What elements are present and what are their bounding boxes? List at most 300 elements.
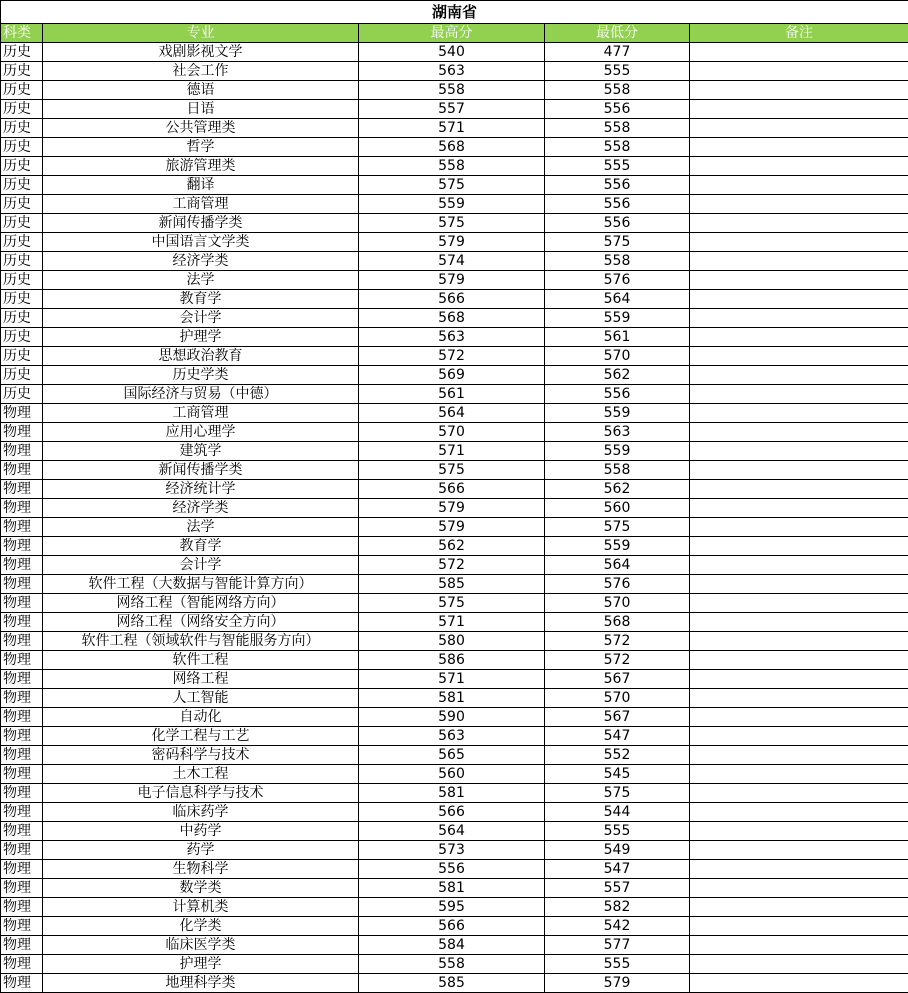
- table-row: [1, 575, 908, 594]
- cell-note: [690, 157, 908, 176]
- cell-max-score: 574: [359, 252, 545, 271]
- table-row: [1, 347, 908, 366]
- cell-min-score: 560: [545, 499, 690, 518]
- header-subject: 科类: [1, 24, 43, 43]
- cell-max-score: 571: [359, 613, 545, 632]
- cell-note: [690, 974, 908, 993]
- cell-min-score: 547: [545, 727, 690, 746]
- cell-major: 数学类: [43, 879, 359, 898]
- cell-subject: 物理: [1, 651, 43, 670]
- cell-note: [690, 404, 908, 423]
- cell-note: [690, 613, 908, 632]
- cell-max-score: 571: [359, 670, 545, 689]
- cell-subject: 历史: [1, 62, 43, 81]
- cell-min-score: 575: [545, 784, 690, 803]
- cell-major: 思想政治教育: [43, 347, 359, 366]
- cell-note: [690, 651, 908, 670]
- table-row: [1, 537, 908, 556]
- cell-major: 经济统计学: [43, 480, 359, 499]
- cell-max-score: 557: [359, 100, 545, 119]
- cell-major: 药学: [43, 841, 359, 860]
- table-row: [1, 442, 908, 461]
- cell-note: [690, 233, 908, 252]
- cell-note: [690, 176, 908, 195]
- table-row: [1, 670, 908, 689]
- cell-min-score: 579: [545, 974, 690, 993]
- cell-subject: 历史: [1, 195, 43, 214]
- cell-max-score: 566: [359, 290, 545, 309]
- cell-max-score: 571: [359, 442, 545, 461]
- cell-note: [690, 632, 908, 651]
- cell-major: 德语: [43, 81, 359, 100]
- cell-subject: 历史: [1, 271, 43, 290]
- cell-min-score: 542: [545, 917, 690, 936]
- cell-subject: 物理: [1, 556, 43, 575]
- cell-max-score: 556: [359, 860, 545, 879]
- cell-major: 应用心理学: [43, 423, 359, 442]
- cell-min-score: 545: [545, 765, 690, 784]
- cell-note: [690, 879, 908, 898]
- header-row: [1, 24, 908, 43]
- cell-major: 软件工程（领域软件与智能服务方向）: [43, 632, 359, 651]
- cell-note: [690, 252, 908, 271]
- cell-min-score: 564: [545, 290, 690, 309]
- cell-subject: 物理: [1, 480, 43, 499]
- cell-note: [690, 138, 908, 157]
- cell-min-score: 552: [545, 746, 690, 765]
- cell-subject: 物理: [1, 936, 43, 955]
- cell-major: 软件工程: [43, 651, 359, 670]
- cell-major: 自动化: [43, 708, 359, 727]
- cell-major: 法学: [43, 518, 359, 537]
- cell-min-score: 559: [545, 404, 690, 423]
- table-row: [1, 119, 908, 138]
- cell-min-score: 570: [545, 347, 690, 366]
- cell-subject: 历史: [1, 81, 43, 100]
- cell-min-score: 576: [545, 271, 690, 290]
- cell-note: [690, 841, 908, 860]
- cell-min-score: 562: [545, 366, 690, 385]
- table-row: [1, 632, 908, 651]
- cell-note: [690, 936, 908, 955]
- cell-min-score: 559: [545, 537, 690, 556]
- cell-min-score: 558: [545, 138, 690, 157]
- cell-max-score: 581: [359, 784, 545, 803]
- cell-max-score: 595: [359, 898, 545, 917]
- title-row: [1, 1, 908, 24]
- cell-note: [690, 803, 908, 822]
- cell-max-score: 575: [359, 461, 545, 480]
- cell-max-score: 572: [359, 556, 545, 575]
- cell-major: 化学工程与工艺: [43, 727, 359, 746]
- cell-note: [690, 670, 908, 689]
- cell-note: [690, 271, 908, 290]
- cell-max-score: 558: [359, 81, 545, 100]
- cell-major: 电子信息科学与技术: [43, 784, 359, 803]
- cell-note: [690, 309, 908, 328]
- table-row: [1, 822, 908, 841]
- cell-major: 化学类: [43, 917, 359, 936]
- header-min-score: 最低分: [545, 24, 690, 43]
- cell-note: [690, 746, 908, 765]
- cell-note: [690, 119, 908, 138]
- table-row: [1, 936, 908, 955]
- cell-max-score: 562: [359, 537, 545, 556]
- table-row: [1, 62, 908, 81]
- table-row: [1, 252, 908, 271]
- cell-max-score: 569: [359, 366, 545, 385]
- cell-major: 社会工作: [43, 62, 359, 81]
- table-row: [1, 195, 908, 214]
- table-row: [1, 214, 908, 233]
- cell-subject: 物理: [1, 423, 43, 442]
- cell-major: 计算机类: [43, 898, 359, 917]
- cell-min-score: 558: [545, 81, 690, 100]
- cell-note: [690, 765, 908, 784]
- table-row: [1, 480, 908, 499]
- cell-max-score: 561: [359, 385, 545, 404]
- cell-min-score: 555: [545, 62, 690, 81]
- cell-note: [690, 43, 908, 62]
- cell-note: [690, 62, 908, 81]
- cell-max-score: 581: [359, 879, 545, 898]
- table-row: [1, 461, 908, 480]
- cell-subject: 历史: [1, 43, 43, 62]
- cell-min-score: 567: [545, 708, 690, 727]
- cell-max-score: 564: [359, 822, 545, 841]
- cell-max-score: 580: [359, 632, 545, 651]
- cell-subject: 历史: [1, 252, 43, 271]
- cell-subject: 历史: [1, 157, 43, 176]
- cell-subject: 物理: [1, 442, 43, 461]
- cell-subject: 物理: [1, 803, 43, 822]
- header-note: 备注: [690, 24, 908, 43]
- cell-max-score: 586: [359, 651, 545, 670]
- cell-note: [690, 860, 908, 879]
- cell-max-score: 575: [359, 176, 545, 195]
- table-row: [1, 138, 908, 157]
- cell-subject: 物理: [1, 670, 43, 689]
- cell-subject: 物理: [1, 841, 43, 860]
- cell-subject: 历史: [1, 309, 43, 328]
- cell-subject: 历史: [1, 233, 43, 252]
- cell-min-score: 556: [545, 176, 690, 195]
- cell-max-score: 564: [359, 404, 545, 423]
- cell-max-score: 575: [359, 594, 545, 613]
- cell-subject: 物理: [1, 461, 43, 480]
- cell-min-score: 572: [545, 651, 690, 670]
- table-row: [1, 404, 908, 423]
- cell-note: [690, 442, 908, 461]
- cell-subject: 物理: [1, 613, 43, 632]
- table-row: [1, 271, 908, 290]
- cell-major: 建筑学: [43, 442, 359, 461]
- cell-max-score: 585: [359, 575, 545, 594]
- cell-min-score: 556: [545, 214, 690, 233]
- table-row: [1, 100, 908, 119]
- cell-subject: 物理: [1, 537, 43, 556]
- cell-note: [690, 214, 908, 233]
- table-row: [1, 746, 908, 765]
- cell-major: 历史学类: [43, 366, 359, 385]
- cell-max-score: 563: [359, 328, 545, 347]
- cell-subject: 物理: [1, 955, 43, 974]
- cell-major: 会计学: [43, 556, 359, 575]
- cell-major: 公共管理类: [43, 119, 359, 138]
- cell-min-score: 572: [545, 632, 690, 651]
- header-major: 专业: [43, 24, 359, 43]
- cell-major: 临床医学类: [43, 936, 359, 955]
- cell-max-score: 560: [359, 765, 545, 784]
- table-row: [1, 727, 908, 746]
- table-row: [1, 176, 908, 195]
- cell-note: [690, 480, 908, 499]
- cell-subject: 历史: [1, 385, 43, 404]
- cell-min-score: 558: [545, 252, 690, 271]
- table-row: [1, 594, 908, 613]
- cell-note: [690, 689, 908, 708]
- cell-min-score: 557: [545, 879, 690, 898]
- cell-subject: 物理: [1, 765, 43, 784]
- cell-min-score: 577: [545, 936, 690, 955]
- cell-subject: 物理: [1, 404, 43, 423]
- table-row: [1, 309, 908, 328]
- cell-min-score: 558: [545, 461, 690, 480]
- cell-note: [690, 917, 908, 936]
- cell-major: 新闻传播学类: [43, 214, 359, 233]
- cell-min-score: 567: [545, 670, 690, 689]
- cell-max-score: 568: [359, 309, 545, 328]
- cell-major: 临床药学: [43, 803, 359, 822]
- table-row: [1, 860, 908, 879]
- cell-min-score: 563: [545, 423, 690, 442]
- table-row: [1, 499, 908, 518]
- cell-major: 翻译: [43, 176, 359, 195]
- cell-subject: 物理: [1, 689, 43, 708]
- cell-note: [690, 594, 908, 613]
- cell-major: 会计学: [43, 309, 359, 328]
- cell-note: [690, 575, 908, 594]
- cell-max-score: 584: [359, 936, 545, 955]
- cell-min-score: 556: [545, 100, 690, 119]
- cell-subject: 物理: [1, 575, 43, 594]
- cell-min-score: 477: [545, 43, 690, 62]
- cell-min-score: 570: [545, 689, 690, 708]
- cell-subject: 历史: [1, 290, 43, 309]
- cell-min-score: 555: [545, 955, 690, 974]
- cell-subject: 物理: [1, 594, 43, 613]
- cell-subject: 物理: [1, 879, 43, 898]
- cell-note: [690, 499, 908, 518]
- table-row: [1, 708, 908, 727]
- cell-note: [690, 328, 908, 347]
- cell-min-score: 561: [545, 328, 690, 347]
- cell-major: 人工智能: [43, 689, 359, 708]
- cell-note: [690, 100, 908, 119]
- cell-max-score: 558: [359, 955, 545, 974]
- cell-note: [690, 423, 908, 442]
- cell-min-score: 570: [545, 594, 690, 613]
- cell-subject: 物理: [1, 898, 43, 917]
- cell-min-score: 568: [545, 613, 690, 632]
- table-row: [1, 689, 908, 708]
- cell-max-score: 579: [359, 233, 545, 252]
- table-row: [1, 765, 908, 784]
- cell-subject: 历史: [1, 176, 43, 195]
- table-row: [1, 841, 908, 860]
- cell-max-score: 575: [359, 214, 545, 233]
- cell-min-score: 556: [545, 195, 690, 214]
- cell-subject: 历史: [1, 347, 43, 366]
- cell-subject: 物理: [1, 499, 43, 518]
- cell-subject: 物理: [1, 708, 43, 727]
- cell-max-score: 563: [359, 62, 545, 81]
- table-row: [1, 898, 908, 917]
- cell-min-score: 582: [545, 898, 690, 917]
- cell-min-score: 555: [545, 157, 690, 176]
- cell-major: 地理科学类: [43, 974, 359, 993]
- cell-major: 新闻传播学类: [43, 461, 359, 480]
- cell-subject: 历史: [1, 138, 43, 157]
- cell-max-score: 558: [359, 157, 545, 176]
- cell-note: [690, 518, 908, 537]
- cell-min-score: 562: [545, 480, 690, 499]
- table-row: [1, 423, 908, 442]
- cell-note: [690, 195, 908, 214]
- cell-min-score: 576: [545, 575, 690, 594]
- cell-min-score: 558: [545, 119, 690, 138]
- cell-max-score: 566: [359, 917, 545, 936]
- cell-subject: 物理: [1, 917, 43, 936]
- table-row: [1, 651, 908, 670]
- cell-major: 教育学: [43, 290, 359, 309]
- cell-major: 哲学: [43, 138, 359, 157]
- cell-major: 法学: [43, 271, 359, 290]
- cell-min-score: 559: [545, 442, 690, 461]
- cell-note: [690, 727, 908, 746]
- table-row: [1, 974, 908, 993]
- cell-subject: 物理: [1, 822, 43, 841]
- cell-max-score: 585: [359, 974, 545, 993]
- cell-note: [690, 898, 908, 917]
- table-row: [1, 43, 908, 62]
- cell-max-score: 579: [359, 518, 545, 537]
- cell-max-score: 571: [359, 119, 545, 138]
- cell-min-score: 547: [545, 860, 690, 879]
- cell-subject: 物理: [1, 518, 43, 537]
- cell-major: 中药学: [43, 822, 359, 841]
- cell-major: 国际经济与贸易（中德）: [43, 385, 359, 404]
- cell-max-score: 590: [359, 708, 545, 727]
- cell-note: [690, 347, 908, 366]
- cell-note: [690, 822, 908, 841]
- cell-max-score: 572: [359, 347, 545, 366]
- cell-subject: 历史: [1, 328, 43, 347]
- table-row: [1, 290, 908, 309]
- table-row: [1, 328, 908, 347]
- cell-note: [690, 81, 908, 100]
- cell-max-score: 579: [359, 271, 545, 290]
- table-row: [1, 803, 908, 822]
- cell-major: 旅游管理类: [43, 157, 359, 176]
- cell-subject: 历史: [1, 100, 43, 119]
- cell-max-score: 566: [359, 480, 545, 499]
- cell-subject: 物理: [1, 860, 43, 879]
- table-row: [1, 81, 908, 100]
- cell-note: [690, 385, 908, 404]
- cell-subject: 历史: [1, 119, 43, 138]
- cell-note: [690, 366, 908, 385]
- cell-subject: 物理: [1, 784, 43, 803]
- cell-major: 中国语言文学类: [43, 233, 359, 252]
- table-row: [1, 955, 908, 974]
- table-row: [1, 157, 908, 176]
- cell-min-score: 544: [545, 803, 690, 822]
- cell-note: [690, 537, 908, 556]
- table-row: [1, 784, 908, 803]
- cell-subject: 物理: [1, 746, 43, 765]
- table-row: [1, 518, 908, 537]
- cell-note: [690, 290, 908, 309]
- cell-major: 护理学: [43, 955, 359, 974]
- table-title: 湖南省: [1, 1, 908, 24]
- cell-subject: 物理: [1, 727, 43, 746]
- table-row: [1, 385, 908, 404]
- cell-note: [690, 784, 908, 803]
- cell-max-score: 540: [359, 43, 545, 62]
- cell-min-score: 575: [545, 518, 690, 537]
- cell-major: 密码科学与技术: [43, 746, 359, 765]
- cell-subject: 物理: [1, 974, 43, 993]
- cell-min-score: 575: [545, 233, 690, 252]
- cell-major: 网络工程: [43, 670, 359, 689]
- table-row: [1, 917, 908, 936]
- cell-subject: 历史: [1, 366, 43, 385]
- cell-min-score: 549: [545, 841, 690, 860]
- cell-max-score: 565: [359, 746, 545, 765]
- cell-max-score: 579: [359, 499, 545, 518]
- cell-major: 网络工程（网络安全方向）: [43, 613, 359, 632]
- cell-subject: 物理: [1, 632, 43, 651]
- cell-min-score: 555: [545, 822, 690, 841]
- cell-major: 教育学: [43, 537, 359, 556]
- cell-major: 戏剧影视文学: [43, 43, 359, 62]
- cell-major: 软件工程（大数据与智能计算方向）: [43, 575, 359, 594]
- table-row: [1, 556, 908, 575]
- cell-subject: 历史: [1, 214, 43, 233]
- table-row: [1, 366, 908, 385]
- cell-major: 护理学: [43, 328, 359, 347]
- cell-major: 经济学类: [43, 252, 359, 271]
- cell-major: 网络工程（智能网络方向）: [43, 594, 359, 613]
- cell-max-score: 581: [359, 689, 545, 708]
- cell-note: [690, 461, 908, 480]
- cell-max-score: 559: [359, 195, 545, 214]
- cell-max-score: 573: [359, 841, 545, 860]
- cell-min-score: 564: [545, 556, 690, 575]
- cell-note: [690, 556, 908, 575]
- cell-major: 工商管理: [43, 195, 359, 214]
- cell-major: 工商管理: [43, 404, 359, 423]
- cell-max-score: 566: [359, 803, 545, 822]
- table-row: [1, 879, 908, 898]
- table-row: [1, 233, 908, 252]
- header-max-score: 最高分: [359, 24, 545, 43]
- table-row: [1, 613, 908, 632]
- cell-note: [690, 955, 908, 974]
- cell-min-score: 556: [545, 385, 690, 404]
- cell-major: 经济学类: [43, 499, 359, 518]
